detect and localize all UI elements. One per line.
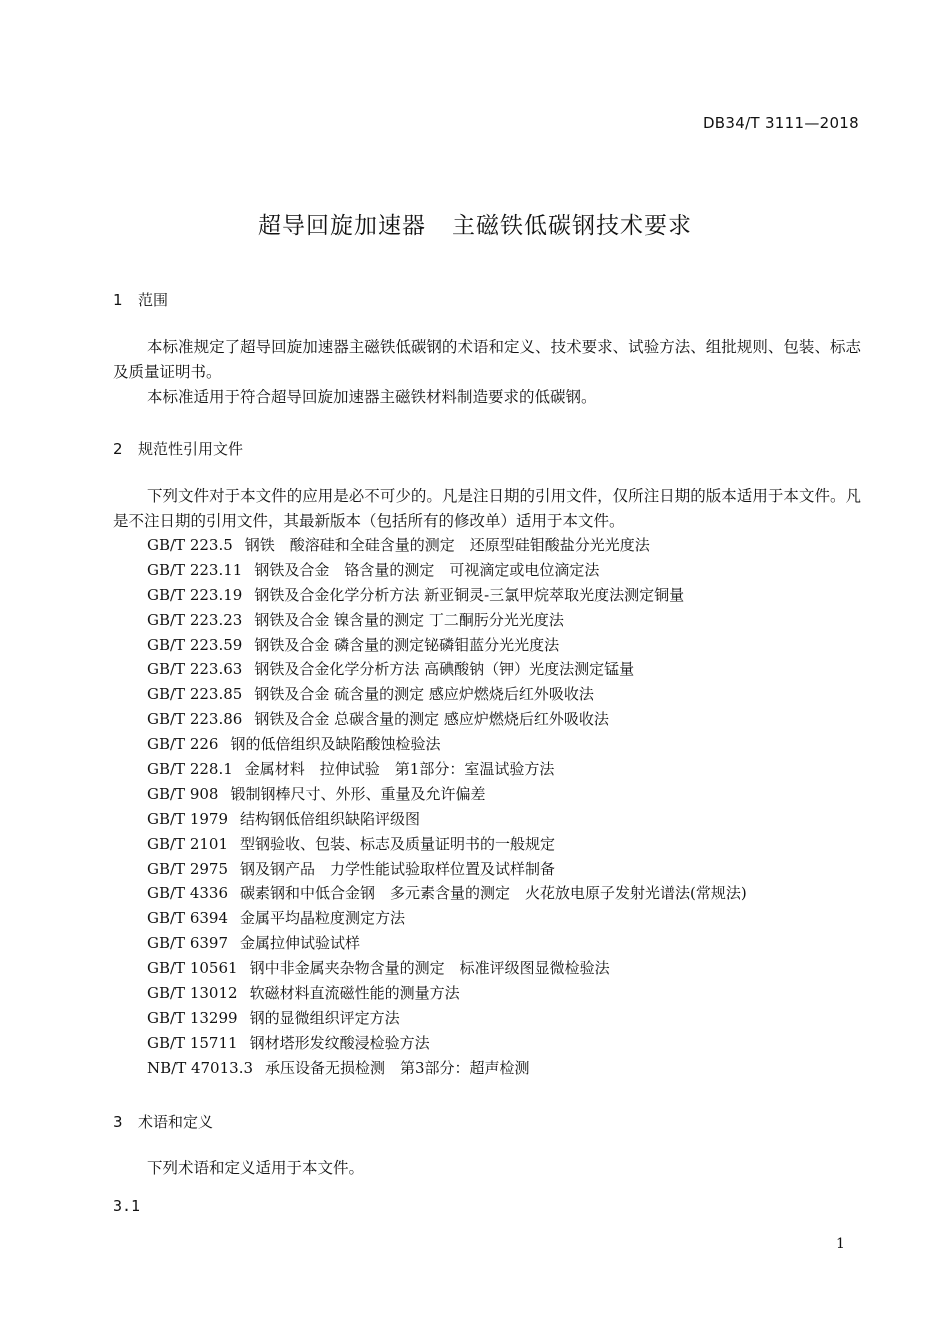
subsection-number: 3.1 (113, 1197, 141, 1215)
reference-title: 钢的低倍组织及缺陷酸蚀检验法 (230, 735, 441, 754)
document-title (0, 207, 950, 240)
section-title: 术语和定义 (138, 1113, 214, 1131)
reference-item (147, 682, 747, 707)
reference-item (147, 1006, 747, 1031)
reference-code: GB/T 228.1 (147, 760, 233, 779)
reference-item (147, 1056, 747, 1081)
reference-code: GB/T 223.23 (147, 610, 243, 629)
reference-title: 承压设备无损检测 第3部分：超声检测 (265, 1058, 530, 1077)
reference-title: 金属拉伸试验试样 (240, 934, 361, 953)
reference-item (147, 881, 747, 906)
title-part-2: 主磁铁低碳钢技术要求 (452, 213, 692, 239)
reference-code: GB/T 1979 (147, 809, 229, 828)
reference-title: 型钢验收、包装、标志及质量证明书的一般规定 (240, 834, 556, 853)
reference-item (147, 583, 747, 608)
reference-title: 钢铁及合金 铬含量的测定 可视滴定或电位滴定法 (254, 560, 600, 579)
reference-item (147, 832, 747, 857)
reference-code: NB/T 47013.3 (147, 1058, 254, 1077)
reference-title: 碳素钢和中低合金钢 多元素含量的测定 火花放电原子发射光谱法(常规法) (240, 884, 747, 903)
reference-code: GB/T 13012 (147, 984, 238, 1003)
section-1-heading (113, 289, 168, 310)
reference-title: 金属平均晶粒度测定方法 (240, 909, 406, 928)
section-title: 规范性引用文件 (138, 440, 244, 458)
section-title: 范围 (138, 291, 169, 309)
terms-intro: 下列术语和定义适用于本文件。 (147, 1159, 365, 1177)
reference-item (147, 1031, 747, 1056)
reference-code: GB/T 13299 (147, 1008, 238, 1027)
reference-item (147, 906, 747, 931)
reference-title: 钢铁及合金化学分析方法 高碘酸钠（钾）光度法测定锰量 (254, 660, 635, 679)
section-number: 3 (113, 1113, 123, 1131)
scope-paragraph-1: 本标准规定了超导回旋加速器主磁铁低碳钢的术语和定义、技术要求、试验方法、组批规则、包装、标志及质量证明书。 (113, 338, 861, 381)
reference-title: 钢铁及合金 镍含量的测定 丁二酮肟分光光度法 (254, 610, 564, 629)
reference-item (147, 807, 747, 832)
reference-title: 结构钢低倍组织缺陷评级图 (240, 809, 421, 828)
reference-item (147, 981, 747, 1006)
reference-item (147, 533, 747, 558)
reference-code: GB/T 223.11 (147, 560, 243, 579)
references-intro: 下列文件对于本文件的应用是必不可少的。凡是注日期的引用文件，仅所注日期的版本适用于本文件。凡是不注日期的引用文件，其最新版本（包括所有的修改单）适用于本文件。 (113, 487, 861, 530)
reference-title: 钢铁及合金化学分析方法 新亚铜灵-三氯甲烷萃取光度法测定铜量 (254, 585, 685, 604)
reference-item (147, 657, 747, 682)
reference-code: GB/T 908 (147, 784, 219, 803)
reference-title: 锻制钢棒尺寸、外形、重量及允许偏差 (230, 784, 486, 803)
reference-code: GB/T 223.63 (147, 660, 243, 679)
reference-code: GB/T 4336 (147, 884, 229, 903)
reference-code: GB/T 10561 (147, 959, 238, 978)
page-number: 1 (836, 1236, 845, 1252)
reference-item (147, 757, 747, 782)
reference-code: GB/T 223.5 (147, 536, 233, 554)
reference-item (147, 782, 747, 807)
reference-title: 钢中非金属夹杂物含量的测定 标准评级图显微检验法 (249, 959, 610, 978)
reference-title: 钢铁及合金 硫含量的测定 感应炉燃烧后红外吸收法 (254, 685, 594, 704)
reference-code: GB/T 6397 (147, 934, 229, 953)
section-2-heading (113, 438, 243, 459)
reference-title: 钢铁 酸溶硅和全硅含量的测定 还原型硅钼酸盐分光光度法 (244, 536, 650, 554)
reference-title: 金属材料 拉伸试验 第1部分：室温试验方法 (244, 760, 555, 779)
reference-list (147, 533, 747, 1081)
reference-title: 钢材塔形发纹酸浸检验方法 (249, 1033, 430, 1052)
reference-item (147, 707, 747, 732)
reference-item (147, 732, 747, 757)
reference-item (147, 608, 747, 633)
reference-title: 钢及钢产品 力学性能试验取样位置及试样制备 (240, 859, 556, 878)
reference-title: 钢的显微组织评定方法 (249, 1008, 400, 1027)
title-part-1: 超导回旋加速器 (258, 213, 426, 239)
reference-title: 钢铁及合金 磷含量的测定铋磷钼蓝分光光度法 (254, 635, 560, 654)
reference-item (147, 633, 747, 658)
reference-code: GB/T 6394 (147, 909, 229, 928)
reference-code: GB/T 226 (147, 735, 219, 754)
reference-code: GB/T 223.85 (147, 685, 243, 704)
section-number: 1 (113, 291, 123, 309)
reference-code: GB/T 223.59 (147, 635, 243, 654)
reference-item (147, 931, 747, 956)
reference-title: 钢铁及合金 总碳含量的测定 感应炉燃烧后红外吸收法 (254, 710, 609, 729)
standard-code: DB34/T 3111—2018 (702, 114, 859, 132)
reference-item (147, 857, 747, 882)
section-number: 2 (113, 440, 123, 458)
section-3-heading (113, 1111, 213, 1132)
reference-item (147, 558, 747, 583)
reference-code: GB/T 2975 (147, 859, 229, 878)
reference-code: GB/T 15711 (147, 1033, 238, 1052)
reference-code: GB/T 223.19 (147, 585, 243, 604)
scope-paragraph-2: 本标准适用于符合超导回旋加速器主磁铁材料制造要求的低碳钢。 (147, 388, 597, 406)
reference-code: GB/T 223.86 (147, 710, 243, 729)
reference-code: GB/T 2101 (147, 834, 229, 853)
reference-title: 软磁材料直流磁性能的测量方法 (249, 984, 460, 1003)
reference-item (147, 956, 747, 981)
